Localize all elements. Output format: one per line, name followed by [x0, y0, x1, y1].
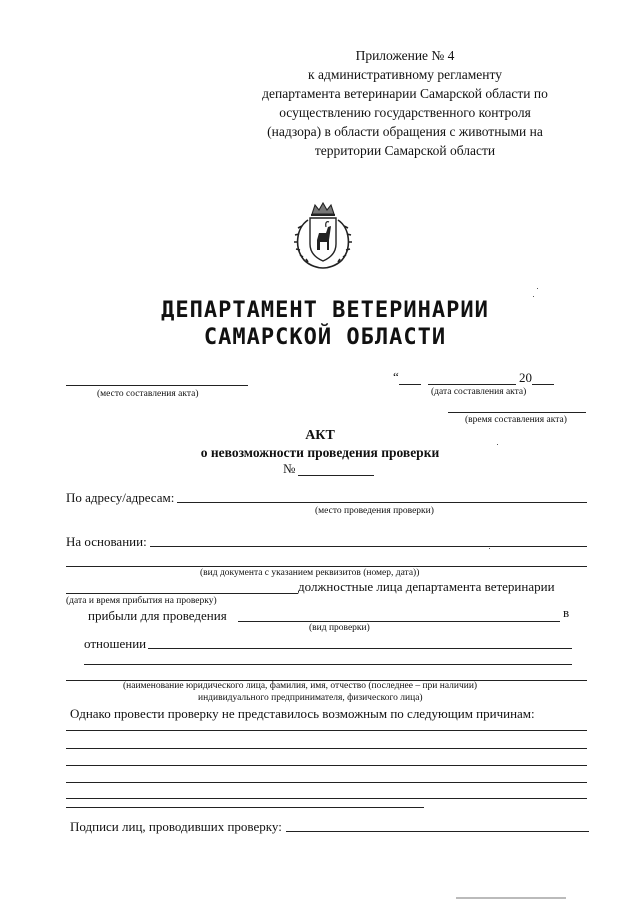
arrival-caption: (дата и время прибытия на проверку) [66, 596, 217, 606]
appendix-line: Приложение № 4 [355, 48, 455, 63]
regarding-label: отношении [84, 636, 147, 651]
place-caption: (место составления акта) [97, 389, 199, 399]
reason-line[interactable] [66, 765, 587, 766]
place-line[interactable] [66, 385, 248, 386]
time-line[interactable] [448, 412, 586, 413]
scan-edge [456, 897, 566, 899]
act-subtitle: о невозможности проведения проверки [200, 445, 440, 460]
reasons-text: Однако провести проверку не представилось возможным по следующим причинам: [70, 706, 535, 721]
act-number-line[interactable] [298, 475, 374, 476]
entity-caption: (наименование юридического лица, фамилия, имя, отчество (последнее – при наличии) [123, 681, 478, 691]
in-suffix: в [563, 605, 570, 620]
appendix-line: осуществлению государственного контроля [279, 105, 531, 120]
basis-label: На основании: [66, 534, 147, 549]
reason-line[interactable] [66, 730, 587, 731]
date-year-prefix: 20 [519, 370, 532, 385]
act-title: АКТ [305, 428, 335, 443]
appendix-line: департамента ветеринарии Самарской области по [262, 86, 548, 101]
date-year-line[interactable] [532, 384, 554, 385]
date-quote: “ [393, 369, 399, 384]
act-number-label: № [283, 461, 296, 476]
scan-speck [489, 548, 490, 549]
address-label: По адресу/адресам: [66, 490, 175, 505]
signatures-label: Подписи лиц, проводивших проверку: [70, 819, 282, 834]
scan-speck [497, 444, 498, 445]
department-title [60, 298, 590, 350]
address-caption: (место проведения проверки) [315, 506, 434, 516]
check-type-line[interactable] [238, 621, 560, 622]
arrival-line[interactable] [66, 593, 298, 594]
check-type-caption: (вид проверки) [309, 623, 370, 633]
department-title-line: САМАРСКОЙ ОБЛАСТИ [203, 325, 447, 350]
coat-of-arms-icon [290, 200, 356, 272]
reason-line[interactable] [66, 807, 424, 808]
date-caption: (дата составления акта) [431, 387, 527, 397]
officials-text: должностные лица департамента ветеринарии [298, 579, 555, 594]
appendix-line: территории Самарской области [314, 143, 496, 158]
arrived-label: прибыли для проведения [88, 608, 227, 623]
reason-line[interactable] [66, 748, 587, 749]
basis-line-2[interactable] [66, 566, 587, 567]
doc-caption: (вид документа с указанием реквизитов (номер, дата)) [200, 568, 420, 578]
regarding-line-2[interactable] [84, 664, 572, 665]
entity-caption-2: индивидуального предпринимателя, физического лица) [198, 693, 423, 703]
address-line[interactable] [177, 502, 587, 503]
appendix-line: (надзора) в области обращения с животными на [267, 124, 543, 139]
basis-line[interactable] [150, 546, 587, 547]
date-day-line[interactable] [399, 384, 421, 385]
scan-speck [537, 288, 538, 289]
scan-speck [533, 296, 534, 297]
appendix-line: к административному регламенту [308, 67, 502, 82]
appendix-block [230, 46, 580, 160]
time-caption: (время составления акта) [465, 415, 567, 425]
regarding-line[interactable] [148, 648, 572, 649]
department-title-line: ДЕПАРТАМЕНТ ВЕТЕРИНАРИИ [161, 298, 489, 323]
reason-line[interactable] [66, 798, 587, 799]
signatures-line[interactable] [286, 831, 589, 832]
date-month-line[interactable] [428, 384, 516, 385]
reason-line[interactable] [66, 782, 587, 783]
